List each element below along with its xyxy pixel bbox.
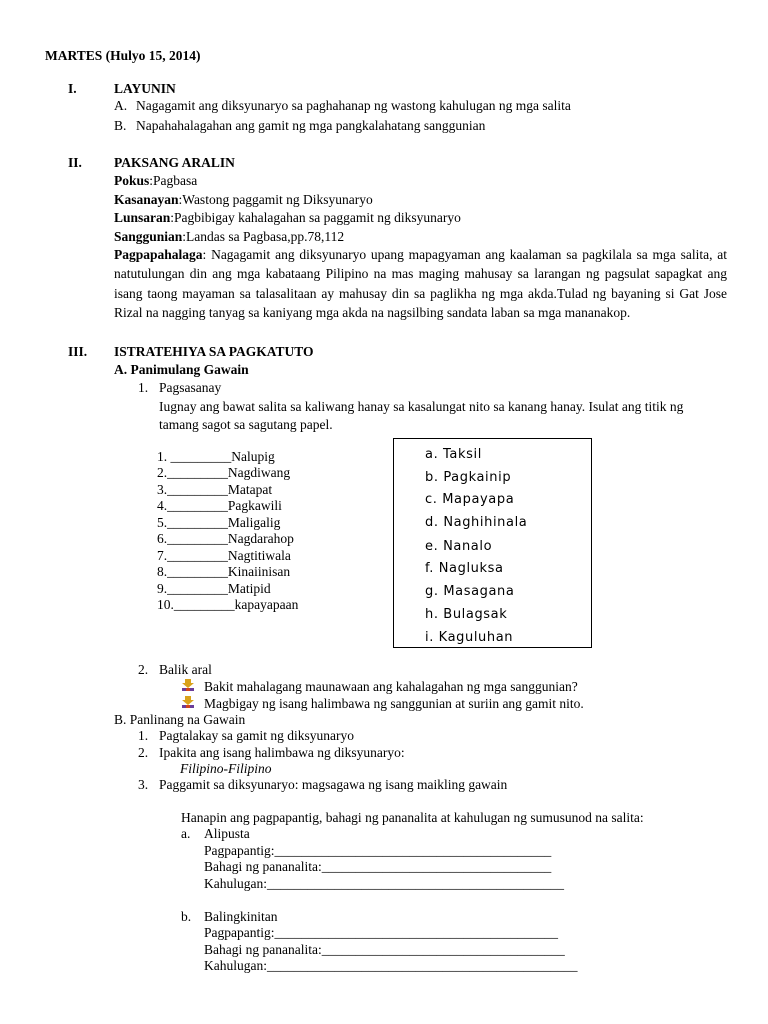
pagsasanay-title: Pagsasanay — [159, 380, 222, 395]
kasanayan-line — [114, 191, 373, 208]
answer-line: Pagpapantig:_________________________________________ — [204, 843, 552, 858]
section-title: ISTRATEHIYA SA PAGKATUTO — [114, 344, 314, 359]
answer-line: Bahagi ng pananalita:__________________________________ — [204, 859, 552, 874]
task-instruction: Hanapin ang pagpapantig, bahagi ng pananalita at kahulugan ng sumusunod na salita: — [181, 810, 644, 825]
field-value: :Wastong paggamit ng Diksyunaryo — [178, 192, 373, 207]
choice-item: g. Masagana — [425, 584, 515, 599]
matching-item: 4._________Pagkawili — [157, 498, 282, 513]
field-value: :Pagbasa — [149, 173, 198, 188]
field-label: Lunsaran — [114, 210, 171, 225]
matching-item: 2._________Nagdiwang — [157, 465, 291, 480]
choice-item: b. Pagkainip — [425, 470, 512, 485]
field-label: Pokus — [114, 173, 150, 188]
matching-item: 8._________Kinaiinisan — [157, 564, 291, 579]
matching-item: 6._________Nagdarahop — [157, 531, 294, 546]
list-marker: A. — [114, 98, 128, 113]
pagpapahalaga-paragraph — [114, 245, 727, 322]
part-b-label: B. Panlinang na Gawain — [114, 712, 246, 727]
section-title: LAYUNIN — [114, 81, 176, 96]
list-number: 1. — [138, 728, 149, 743]
instruction-line: tamang sagot sa sagutang papel. — [159, 417, 333, 432]
part-b-item: Ipakita ang isang halimbawa ng diksyunaryo: — [159, 745, 405, 760]
choice-item: i. Kaguluhan — [425, 630, 514, 645]
part-a-label: A. Panimulang Gawain — [114, 362, 249, 377]
balik-bullet-text: Magbigay ng isang halimbawa ng sanggunian at suriin ang gamit nito. — [204, 696, 584, 711]
choice-item: f. Nagluksa — [425, 561, 504, 576]
part-b-item: Paggamit sa diksyunaryo: magsagawa ng isang maikling gawain — [159, 777, 508, 792]
instruction-line: Iugnay ang bawat salita sa kaliwang hanay sa kasalungat nito sa kanang hanay. Isulat ang titik ng — [159, 399, 684, 414]
matching-item: 9._________Matipid — [157, 581, 271, 596]
list-marker: b. — [181, 909, 192, 924]
list-marker: B. — [114, 118, 127, 133]
answer-choices-box — [393, 438, 592, 648]
list-number: 1. — [138, 380, 149, 395]
lunsaran-line — [114, 209, 461, 226]
section-title: PAKSANG ARALIN — [114, 155, 235, 170]
matching-item: 7._________Nagtitiwala — [157, 548, 291, 563]
answer-line: Pagpapantig:__________________________________________ — [204, 925, 558, 940]
field-value: :Landas sa Pagbasa,pp.78,112 — [182, 229, 345, 244]
arrow-bullet-icon — [182, 679, 194, 691]
section-numeral: II. — [68, 155, 82, 170]
choice-item: d. Naghihinala — [425, 515, 528, 530]
matching-item: 3._________Matapat — [157, 482, 273, 497]
date-heading: MARTES (Hulyo 15, 2014) — [45, 48, 201, 63]
pokus-line — [114, 172, 197, 189]
objective-a: Nagagamit ang diksyunaryo sa paghahanap ng wastong kahulugan ng mga salita — [136, 98, 571, 113]
list-number: 2. — [138, 662, 149, 677]
section-numeral: I. — [68, 81, 77, 96]
choice-item: c. Mapayapa — [425, 492, 515, 507]
sanggunian-line — [114, 228, 344, 245]
answer-line: Bahagi ng pananalita:____________________________________ — [204, 942, 565, 957]
list-number: 3. — [138, 777, 149, 792]
arrow-bullet-icon — [182, 696, 194, 708]
answer-line: Kahulugan:____________________________________________ — [204, 876, 564, 891]
field-label: Sanggunian — [114, 229, 183, 244]
balik-bullet-text: Bakit mahalagang maunawaan ang kahalagahan ng mga sanggunian? — [204, 679, 578, 694]
choice-item: e. Nanalo — [425, 539, 493, 554]
dictionary-example: Filipino-Filipino — [180, 761, 272, 776]
list-marker: a. — [181, 826, 191, 841]
word-b: Balingkinitan — [204, 909, 278, 924]
section-numeral: III. — [68, 344, 88, 359]
field-value: :Pagbibigay kahalagahan sa paggamit ng diksyunaryo — [170, 210, 461, 225]
choice-item: h. Bulagsak — [425, 607, 508, 622]
balik-aral-title: Balik aral — [159, 662, 212, 677]
field-label: Pagpapahalaga — [114, 247, 203, 262]
matching-item: 1. _________Nalupig — [157, 449, 275, 464]
field-value: : Nagagamit ang diksyunaryo upang mapagyaman ang kaalaman sa pagkilala sa mga salita, at natutulungan din ang mga kabataang Pilipino na mas maging mahusay sa larangan ng pagsulat sapagkat ang isang taong mayaman sa talasalitaan ay mahusay din sa paglikha ng mga akda.Tulad ng bayaning si Gat Jose Rizal na nagging tanyag sa kaniyang mga akda na nagsilbing sandata laban sa mga mananakop. — [114, 247, 727, 320]
answer-line: Kahulugan:______________________________________________ — [204, 958, 578, 973]
matching-item: 5._________Maligalig — [157, 515, 281, 530]
choice-item: a. Taksil — [425, 447, 482, 462]
matching-item: 10._________kapayapaan — [157, 597, 299, 612]
word-a: Alipusta — [204, 826, 250, 841]
part-b-item: Pagtalakay sa gamit ng diksyunaryo — [159, 728, 354, 743]
objective-b: Napahahalagahan ang gamit ng mga pangkalahatang sanggunian — [136, 118, 486, 133]
field-label: Kasanayan — [114, 192, 179, 207]
list-number: 2. — [138, 745, 149, 760]
